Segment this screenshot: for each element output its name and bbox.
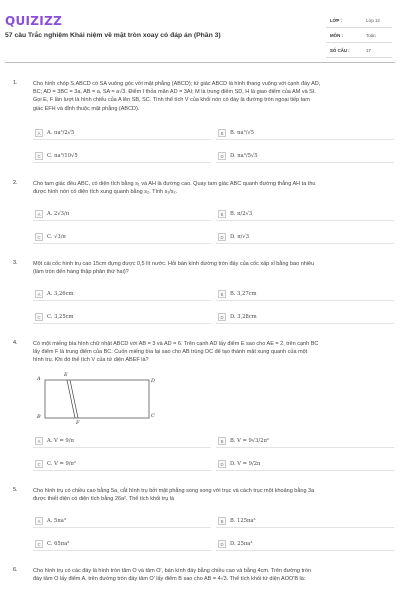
info-label: SỐ CÂU :: [330, 48, 350, 53]
rectangle-abcd-svg: [37, 374, 162, 429]
option-text: C. √3/π: [47, 234, 66, 240]
info-value: Lớp 12: [366, 18, 380, 23]
option-text: B. 3,27cm: [230, 291, 257, 297]
rectangle-figure: [37, 374, 162, 429]
option-letter: D: [218, 233, 226, 241]
option-letter: D: [218, 460, 226, 468]
question-line: Cho hình trụ có chiều cao bằng 5a, cắt hình trụ bởi mặt phẳng song song với trục và cách trục một khoảng bằng 3a: [33, 488, 315, 494]
option-text: B. πa³/√5: [230, 130, 255, 136]
option-text: D. π/√3: [230, 234, 250, 240]
option-letter: A: [35, 129, 43, 137]
option-text: D. 25πa³: [230, 541, 253, 547]
option-text: C. V = 9/π²: [47, 461, 77, 467]
option-letter: D: [218, 540, 226, 548]
answer-option-b[interactable]: [216, 435, 394, 448]
question-line: Có một miếng bìa hình chữ nhật ABCD với AB = 3 và AD = 6. Trên cạnh AD lấy điểm E sao cho AE = 2, trên cạnh BC: [33, 341, 319, 347]
option-letter: D: [218, 313, 226, 321]
answer-option-c[interactable]: [33, 311, 211, 324]
option-text: C. 3,25cm: [47, 314, 74, 320]
option-text: D. 3,28cm: [230, 314, 257, 320]
figure-label-f: F: [76, 420, 80, 426]
question-text: [33, 567, 390, 583]
options-row: [33, 208, 390, 221]
figure-label-a: A: [37, 376, 41, 382]
question-line: được thiết diện có diện tích bằng 26a². Thể tích khối trụ là: [33, 496, 175, 503]
options-row: [33, 311, 390, 324]
figure-label-b: B: [37, 414, 41, 420]
answer-option-c[interactable]: [33, 458, 211, 471]
question-line: Cho hình chóp S.ABCD có SA vuông góc với mặt phẳng (ABCD); tứ giác ABCD là hình thang vuông với cạnh đáy AD,: [33, 81, 321, 87]
question-line: Cho tam giác đều ABC, có diện tích bằng s₁ và AH là đường cao. Quay tam giác ABC quanh đường thẳng AH ta thu: [33, 181, 316, 187]
option-text: A. 5πa³: [47, 518, 66, 524]
question-line: lấy điểm F là trung điểm của BC. Cuốn miếng bìa lại sao cho AB trùng DC để tạo thành mặt xung quanh của một: [33, 349, 308, 356]
option-text: C. 65πa³: [47, 541, 70, 547]
option-text: B. 125πa³: [230, 518, 256, 524]
question-line: đáy tâm O lấy điểm A, trên đường tròn đáy tâm O' lấy điểm B sao cho AB = 4√3. Thể tích khối tứ diện AOO'B là:: [33, 576, 306, 583]
option-letter: B: [218, 290, 226, 298]
option-text: B. π/2√3: [230, 211, 253, 217]
question-number: 2.: [13, 180, 18, 186]
options-row: [33, 538, 390, 551]
answer-option-d[interactable]: [216, 231, 394, 244]
question-number: 3.: [13, 260, 18, 266]
option-text: A. 2√3/π: [47, 211, 70, 217]
options-row: [33, 288, 390, 301]
header-divider: [5, 62, 395, 63]
option-letter: C: [35, 152, 43, 160]
question-text: [33, 340, 390, 365]
question-text: [33, 80, 390, 113]
option-letter: B: [218, 437, 226, 445]
option-text: D. V = 9/2π: [230, 461, 261, 467]
figure-label-d: D: [151, 378, 156, 384]
quizizz-logo: QUIZIZZ: [5, 14, 63, 28]
figure-label-c: C: [151, 413, 155, 419]
question-line: hình trụ. Khi đó thể tích V của tứ diện ABEF là?: [33, 357, 149, 364]
answer-option-d[interactable]: [216, 150, 394, 163]
answer-option-a[interactable]: [33, 127, 211, 140]
option-letter: A: [35, 437, 43, 445]
question-line: Một cái cốc hình trụ cao 15cm đựng được 0,5 lít nước. Hỏi bán kính đường tròn đáy của cốc xấp xỉ bằng bao nhiêu: [33, 261, 315, 267]
answer-option-c[interactable]: [33, 231, 211, 244]
document-header: [0, 0, 400, 60]
option-text: A. πa³/2√5: [47, 130, 75, 136]
option-letter: C: [35, 460, 43, 468]
question-text: [33, 260, 390, 276]
info-label: MÔN :: [330, 33, 343, 38]
info-label: LỚP :: [330, 18, 342, 23]
option-letter: C: [35, 313, 43, 321]
question-line: Cho hình trụ có các đáy là hình tròn tâm O và tâm O', bán kính đáy bằng chiều cao và bằng 4cm. Trên đường tròn: [33, 568, 311, 574]
option-text: A. 3,26cm: [47, 291, 74, 297]
option-letter: D: [218, 152, 226, 160]
answer-option-d[interactable]: [216, 458, 394, 471]
answer-option-c[interactable]: [33, 538, 211, 551]
figure-label-e: E: [64, 372, 68, 378]
option-text: C. πa³/10√5: [47, 153, 78, 159]
question-line: BC; AD = 3BC = 3a, AB = a, SA = a√3. Điểm I thỏa mãn AD = 3AI; M là trung điểm SD, H là giao điểm của AM và SI.: [33, 89, 316, 96]
options-row: [33, 435, 390, 448]
option-letter: B: [218, 517, 226, 525]
info-value: Toán: [366, 33, 376, 38]
option-letter: B: [218, 210, 226, 218]
answer-option-b[interactable]: [216, 515, 394, 528]
answer-option-a[interactable]: [33, 515, 211, 528]
question-number: 5.: [13, 487, 18, 493]
option-letter: A: [35, 517, 43, 525]
question-number: 6.: [13, 567, 18, 573]
answer-option-b[interactable]: [216, 127, 394, 140]
option-letter: C: [35, 540, 43, 548]
info-value: 17: [366, 48, 371, 53]
options-row: [33, 231, 390, 244]
options-row: [33, 150, 390, 163]
question-number: 4.: [13, 340, 18, 346]
options-row: [33, 458, 390, 471]
question-number: 1.: [13, 80, 18, 86]
info-row-count: [326, 43, 392, 58]
question-text: [33, 180, 390, 196]
question-line: giác EFH và đỉnh thuộc mặt phẳng (ABCD).: [33, 105, 140, 112]
option-text: D. πa³/5√5: [230, 153, 258, 159]
option-letter: A: [35, 210, 43, 218]
answer-option-d[interactable]: [216, 538, 394, 551]
answer-option-d[interactable]: [216, 311, 394, 324]
info-box: [326, 13, 392, 58]
answer-option-a[interactable]: [33, 288, 211, 301]
answer-option-a[interactable]: [33, 435, 211, 448]
info-row-subject: [326, 28, 392, 43]
option-letter: B: [218, 129, 226, 137]
question-line: (làm tròn đến hàng thập phân thứ hai)?: [33, 269, 129, 276]
option-text: B. V = 9√3/2π²: [230, 438, 269, 444]
answer-option-a[interactable]: [33, 208, 211, 221]
page-title: 57 câu Trắc nghiệm Khái niệm về mặt tròn xoay có đáp án (Phần 3): [5, 32, 221, 39]
answer-option-b[interactable]: [216, 208, 394, 221]
answer-option-b[interactable]: [216, 288, 394, 301]
info-row-grade: [326, 13, 392, 28]
question-line: Gọi E, F lần lượt là hình chiếu của A lên SB, SC. Tính thể tích V của khối nón có đáy là đường tròn ngoại tiếp tam: [33, 97, 310, 104]
option-letter: C: [35, 233, 43, 241]
options-row: [33, 127, 390, 140]
question-text: [33, 487, 390, 503]
option-letter: A: [35, 290, 43, 298]
question-line: được hình nón có diện tích xung quanh bằng s₂. Tính s₁/s₂.: [33, 189, 178, 196]
options-row: [33, 515, 390, 528]
option-text: A. V = 9/π: [47, 438, 74, 444]
answer-option-c[interactable]: [33, 150, 211, 163]
rectangle-outline: [45, 380, 149, 418]
